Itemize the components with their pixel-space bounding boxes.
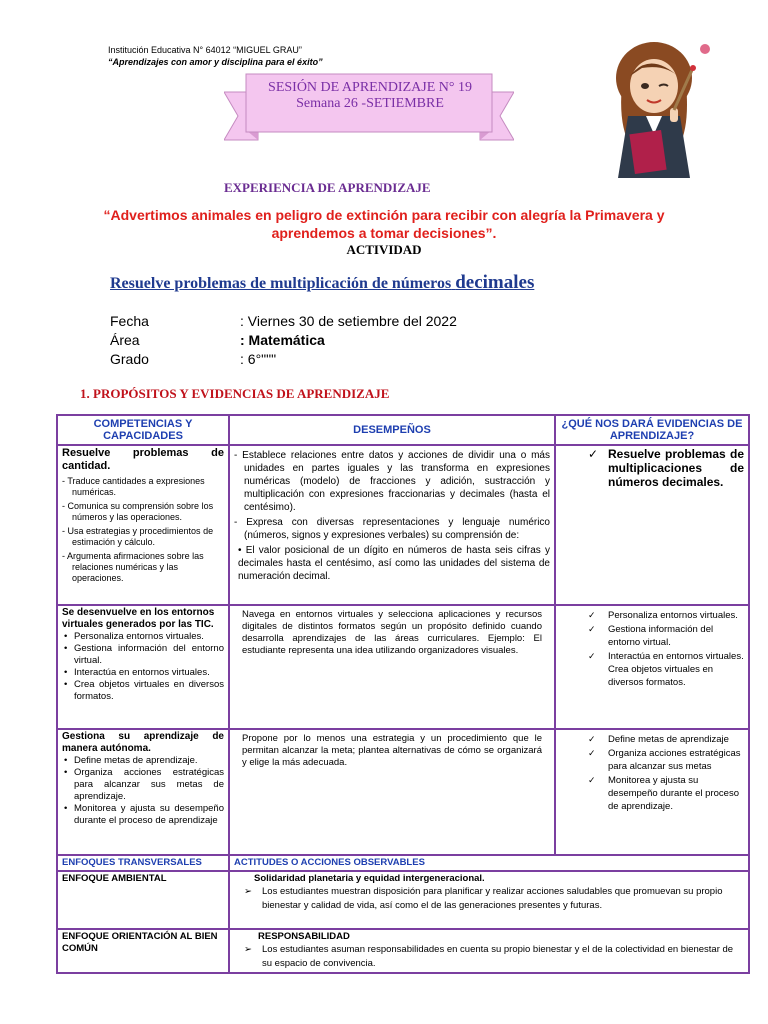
experience-title: EXPERIENCIA DE APRENDIZAJE (224, 180, 431, 195)
session-meta (110, 312, 457, 369)
meta-key: Área (110, 332, 140, 348)
section-title: 1. PROPÓSITOS Y EVIDENCIAS DE APRENDIZAJE (80, 386, 390, 401)
capacity-item: • Personaliza entornos virtuales. (62, 631, 224, 643)
desempeno-cell (229, 445, 555, 605)
meta-key: Grado (110, 351, 149, 367)
evidence-cell (555, 605, 749, 729)
competence-cell (57, 445, 229, 605)
enfoque-action: ➢ Los estudiantes asuman responsabilidades en cuenta su propio bienestar y el de la colectividad en bienestar de su espacio de convivencia. (234, 943, 744, 971)
enfoque-actions (229, 929, 749, 973)
evidence-cell (555, 445, 749, 605)
competence-title: Gestiona su aprendizaje de manera autónoma. (62, 731, 224, 754)
table-row (57, 871, 749, 929)
evidence-item: ✓ Organiza acciones estratégicas para alcanzar sus metas (560, 747, 744, 773)
meta-row-area (110, 331, 457, 350)
institution-name: Institución Educativa N° 64012 “MIGUEL GRAU” (108, 45, 302, 55)
desempeno-item: • El valor posicional de un dígito en números de hasta seis cifras y decimales hasta el centésimo, así como las unidades del sistema de numeración decimal. (238, 545, 550, 582)
meta-row-grade (110, 350, 457, 369)
table-row (57, 929, 749, 973)
header-desempenos: DESEMPEÑOS (229, 415, 555, 445)
competence-cell (57, 605, 229, 729)
enfoques-header: ENFOQUES TRANSVERSALES (57, 855, 229, 871)
capacity-item: • Interactúa en entornos virtuales. (62, 667, 224, 679)
evidence-item: ✓ Monitorea y ajusta su desempeño durante el proceso de aprendizaje. (560, 774, 744, 813)
activity-title (110, 272, 534, 294)
session-banner (224, 70, 514, 148)
capacity-item: - Traduce cantidades a expresiones numéricas. (62, 476, 205, 497)
competence-title: Resuelve problemas de cantidad. (62, 447, 224, 472)
capacity-item: • Organiza acciones estratégicas para alcanzar sus metas de aprendizaje. (62, 767, 224, 803)
capacity-item: • Monitorea y ajusta su desempeño durante el proceso de aprendizaje (62, 803, 224, 827)
purposes-table (56, 414, 750, 974)
activity-title-big: decimales (455, 272, 535, 293)
evidence-text: ✓ Resuelve problemas de multiplicaciones de números decimales. (560, 447, 744, 489)
teacher-illustration (592, 38, 718, 178)
enfoque-value-title: RESPONSABILIDAD (258, 931, 350, 942)
capacity-item: • Crea objetos virtuales en diversos formatos. (62, 679, 224, 703)
session-number: SESIÓN DE APRENDIZAJE N° 19 (268, 80, 472, 95)
institution-motto: “Aprendizajes con amor y disciplina para el éxito” (108, 57, 323, 67)
institution-header (108, 44, 323, 68)
evidence-item: ✓ Define metas de aprendizaje (560, 733, 744, 746)
evidence-cell (555, 729, 749, 855)
desempeno-cell (229, 605, 555, 729)
competence-title: Se desenvuelve en los entornos virtuales generados por las TIC. (62, 607, 215, 630)
enfoque-name: ENFOQUE AMBIENTAL (57, 871, 229, 929)
experience-quote: “Advertimos animales en peligro de extinción para recibir con alegría la Primavera y aprendemos a tomar decisiones”. (103, 207, 665, 241)
evidence-item: ✓ Gestiona información del entorno virtual. (560, 623, 744, 649)
table-header-row (57, 415, 749, 445)
capacity-item: - Usa estrategias y procedimientos de estimación y cálculo. (62, 526, 214, 547)
capacity-item: - Argumenta afirmaciones sobre las relaciones numéricas y las operaciones. (62, 551, 204, 583)
meta-value: : 6°""" (240, 351, 277, 367)
enfoque-name: ENFOQUE ORIENTACIÓN AL BIEN COMÚN (57, 929, 229, 973)
table-row (57, 445, 749, 605)
table-row (57, 729, 749, 855)
capacity-item: • Define metas de aprendizaje. (62, 755, 224, 767)
meta-key: Fecha (110, 313, 149, 329)
capacity-item: • Gestiona información del entorno virtual. (62, 643, 224, 667)
table-row (57, 605, 749, 729)
header-evidencias: ¿QUÉ NOS DARÁ EVIDENCIAS DE APRENDIZAJE? (555, 415, 749, 445)
desempeno-cell (229, 729, 555, 855)
evidence-item: ✓ Interactúa en entornos virtuales. Crea objetos virtuales en diversos formatos. (560, 650, 744, 689)
meta-value: : Matemática (240, 332, 325, 348)
meta-value: : Viernes 30 de setiembre del 2022 (240, 313, 457, 329)
activity-title-text: Resuelve problemas de multiplicación de números (110, 275, 452, 292)
session-week: Semana 26 -SETIEMBRE (296, 96, 444, 111)
evidence-item: ✓ Personaliza entornos virtuales. (560, 609, 744, 622)
meta-row-date (110, 312, 457, 331)
actitudes-header: ACTITUDES O ACCIONES OBSERVABLES (229, 855, 749, 871)
competence-cell (57, 729, 229, 855)
enfoque-value-title: Solidaridad planetaria y equidad intergeneracional. (254, 873, 485, 884)
capacity-item: - Comunica su comprensión sobre los números y las operaciones. (62, 501, 214, 522)
desempeno-item: - Establece relaciones entre datos y acciones de dividir una o más unidades en partes iguales y las transforma en expresiones numéricas (modelo) de fracciones y adición, sustracción y multiplicación con expresiones fraccionarias y decimales (hasta el centésimo). (234, 450, 550, 513)
enfoques-header-row (57, 855, 749, 871)
desempeno-item: - Expresa con diversas representaciones y lenguaje numérico (números, signos y expresiones verbales) su comprensión de: (234, 517, 550, 541)
enfoque-action: ➢ Los estudiantes muestran disposición para planificar y realizar acciones saludables que promuevan su propio bienestar y calidad de vida, así como el de las generaciones presentes y futuras. (234, 885, 744, 913)
desempeno-text: Propone por lo menos una estrategia y un procedimiento que le permitan alcanzar la meta; plantea alternativas de cómo se organizará y elige la más adecuada. (242, 733, 542, 768)
desempeno-text: Navega en entornos virtuales y selecciona aplicaciones y recursos digitales de distintos formatos según un propósito definido cuando desarrolla aprendizajes de las áreas curriculares. Ejemplo: El estudiante representa una idea utilizando organizadores visuales. (242, 609, 542, 656)
enfoque-actions (229, 871, 749, 929)
header-competencias: COMPETENCIAS Y CAPACIDADES (57, 415, 229, 445)
activity-label: ACTIVIDAD (346, 242, 422, 257)
